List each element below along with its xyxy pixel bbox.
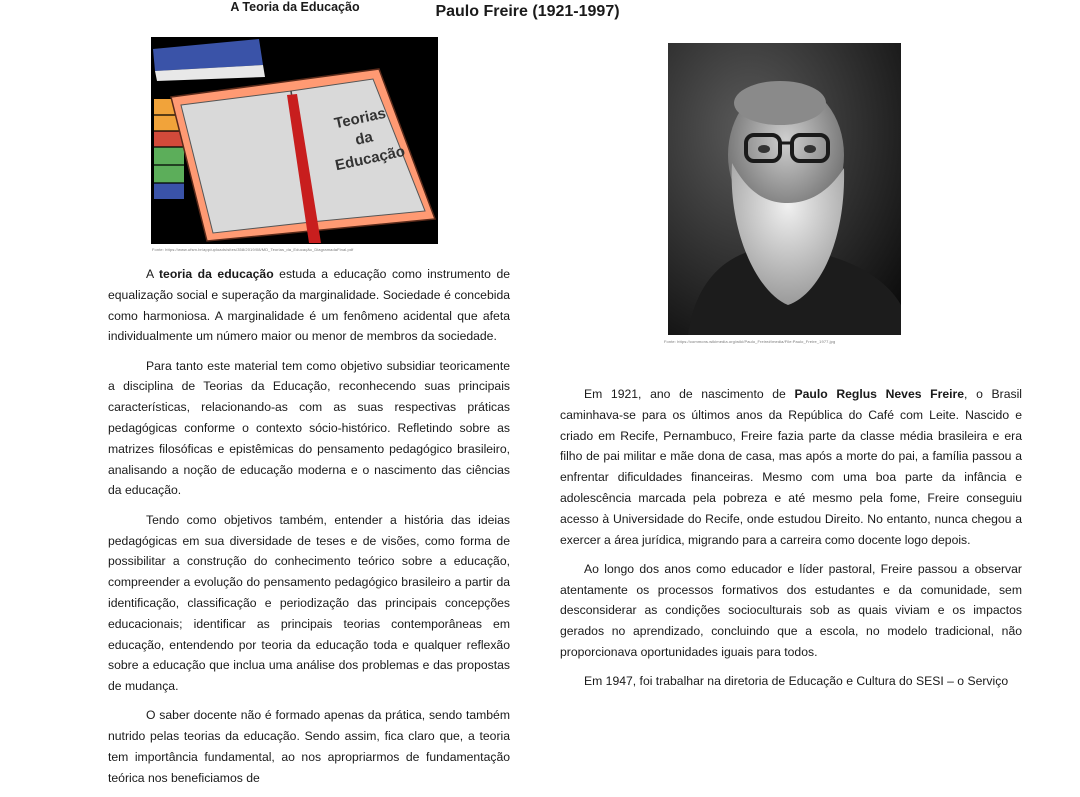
- right-body-text: [560, 384, 1022, 701]
- page-title-right: Paulo Freire (1921-1997): [435, 3, 620, 20]
- left-page: [0, 0, 540, 785]
- book-label-line3: Educação: [333, 142, 407, 175]
- left-paragraph-4: O saber docente não é formado apenas da prática, sendo também nutrido pelas teorias da educação. Sendo assim, fica claro que, a teoria tem importância fundamental, ao nos apropriarmos de fundamentação teórica nos beneficiamos de: [108, 708, 510, 785]
- book-label-line1: Teorias: [332, 104, 388, 133]
- photo-caption: Fonte: https://commons.wikimedia.org/wiki/Paulo_Freire#/media/File:Paulo_Freire_1977.jpg: [664, 339, 836, 344]
- right-paragraph-3: Em 1947, foi trabalhar na diretoria de Educação e Cultura do SESI – o Serviço: [584, 674, 1009, 689]
- teorias-book-illustration: [151, 37, 438, 244]
- bold-term: teoria da educação: [158, 267, 274, 281]
- book-stack-graphic: [151, 37, 438, 244]
- book-label-line2: da: [353, 128, 375, 149]
- left-body-text: [108, 264, 510, 797]
- right-paragraph-2: Ao longo dos anos como educador e líder pastoral, Freire passou a observar atentamente os processos formativos dos estudantes e da comunidade, sem desconsiderar as condições socioculturais sob as quais viviam e os impactos gerados no aprendizado, concluindo que a escola, no modelo tradicional, não proporcionava oportunidades iguais para todos.: [560, 561, 1022, 660]
- portrait-photo: [668, 43, 901, 335]
- left-paragraph-1: A teoria da educação estuda a educação como instrumento de equalização social e superação da marginalidade. Sociedade é concebida como harmoniosa. A marginalidade é um fenômeno acidental que afeta individualmente um número maior ou menor de membros da sociedade.: [108, 267, 511, 344]
- left-paragraph-2: Para tanto este material tem como objetivo subsidiar teoricamente a disciplina de Teorias da Educação, reconhecendo suas principais características, relacionando-as com as suas respectivas práticas pedagógicas conforme o contexto sócio-histórico. Refletindo sobre as matrizes filosóficas e epistêmicas do pensamento pedagógico brasileiro, analisando a noção de educação moderna e o nascimento das ciências da educação.: [108, 358, 510, 498]
- paulo-freire-portrait: [668, 43, 901, 335]
- page-title-left: A Teoria da Educação: [230, 0, 360, 14]
- left-paragraph-3: Tendo como objetivos também, entender a história das ideias pedagógicas em sua diversidade de teses e de visões, como forma de possibilitar a construção do conhecimento teórico sobre a educação, compreender a evolução do pensamento pedagógico brasileiro a partir da identificação, classificação e periodização das principais concepções educacionais; identificar as principais teorias contemporâneas em educação, entendendo por teoria da educação toda e qualquer reflexão sobre a educação que inclua uma análise dos problemas e das propostas de mudança.: [108, 512, 510, 694]
- right-paragraph-1: Em 1921, ano de nascimento de Paulo Reglus Neves Freire, o Brasil caminhava-se para os últimos anos da República do Café com Leite. Nascido e criado em Recife, Pernambuco, Freire fazia parte da classe média brasileira e era filho de pai militar e mãe dona de casa, mas após a morte do pai, a família passou a enfrentar dificuldades financeiras. Mesmo com uma boa parte da infância e adolescência marcada pela pobreza e até mesmo pela fome, Freire conseguiu acesso à Universidade do Recife, onde estudou Direito. No entanto, nunca chegou a exercer a área jurídica, migrando para a carreira como docente logo depois.: [560, 387, 1022, 547]
- figure-caption-left: Fonte: https://www.ufsm.br/app/uploads/sites/358/2019/08/MD_Teorias_da_Educação_DiagramadaFinal.pdf: [152, 247, 354, 252]
- bold-name: Paulo Reglus Neves Freire: [794, 387, 965, 401]
